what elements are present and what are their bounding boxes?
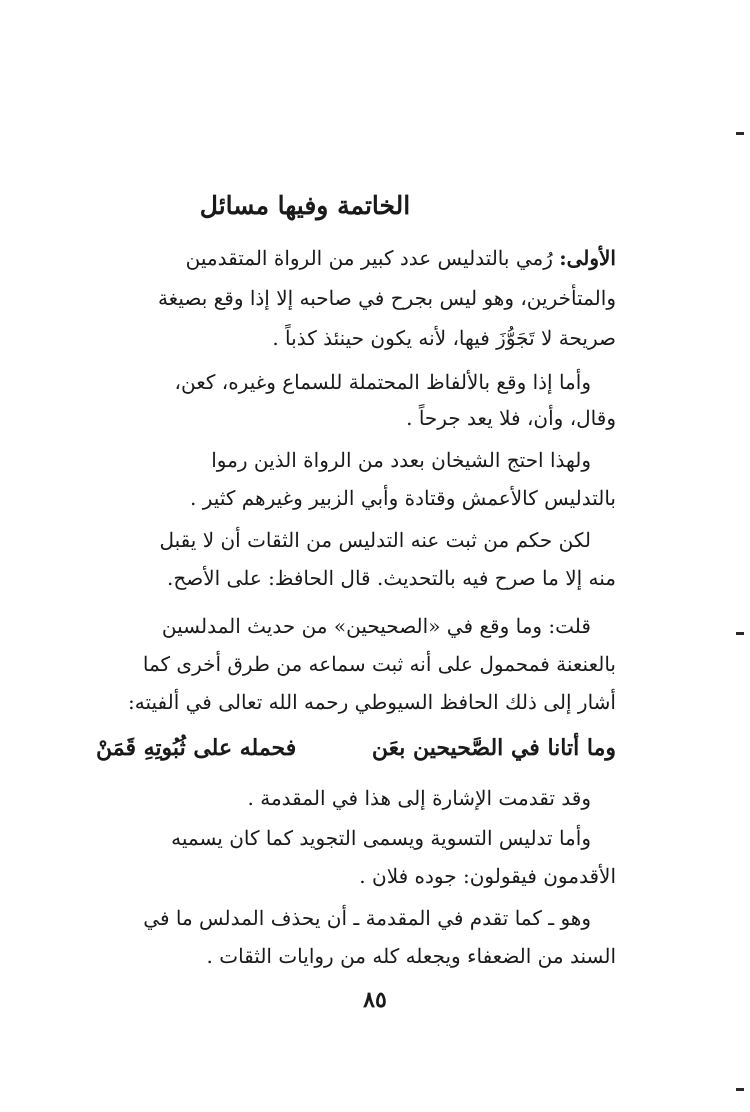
scan-edge-mark	[736, 1088, 744, 1091]
paragraph-1-line-2: والمتأخرين، وهو ليس بجرح في صاحبه إلا إذا وقع بصيغة	[157, 286, 616, 310]
chapter-title: الخاتمة وفيها مسائل	[199, 191, 411, 220]
paragraph-4-line-1: لكن حكم من ثبت عنه التدليس من الثقات أن لا يقبل	[159, 528, 591, 552]
paragraph-1-line-1	[96, 238, 616, 278]
paragraph-5-line-1: قلت: وما وقع في «الصحيحين» من حديث المدلسين	[161, 614, 591, 638]
paragraph-5-line-3: أشار إلى ذلك الحافظ السيوطي رحمه الله تعالى في ألفيته:	[127, 690, 616, 714]
paragraph-7-line-1: وأما تدليس التسوية ويسمى التجويد كما كان يسميه	[171, 826, 591, 850]
paragraph-7-line-2: الأقدمون فيقولون: جوده فلان .	[359, 864, 616, 888]
verse-first-hemistich: وما أتانا في الصَّحيحين بعَن	[371, 735, 616, 761]
verse-second-hemistich: فحمله على ثُبُوتِهِ قَمَنْ	[96, 735, 297, 761]
paragraph-6-line-1: وقد تقدمت الإشارة إلى هذا في المقدمة .	[247, 786, 591, 810]
scan-edge-mark	[736, 132, 744, 135]
text-line: رُمي بالتدليس عدد كبير من الرواة المتقدمين	[185, 246, 553, 270]
paragraph-2-line-2: وقال، وأن، فلا يعد جرحاً .	[406, 406, 616, 430]
paragraph-2-line-1: وأما إذا وقع بالألفاظ المحتملة للسماع وغيره، كعن،	[174, 370, 591, 394]
paragraph-3-line-2: بالتدليس كالأعمش وقتادة وأبي الزبير وغيرهم كثير .	[190, 486, 616, 510]
scan-edge-mark	[736, 632, 744, 635]
paragraph-1-line-3: صريحة لا تَجَوُّزَ فيها، لأنه يكون حينئذ كذباً .	[272, 326, 616, 350]
paragraph-8-line-1: وهو ـ كما تقدم في المقدمة ـ أن يحذف المدلس ما في	[143, 906, 591, 930]
paragraph-8-line-2: السند من الضعفاء ويجعله كله من روايات الثقات .	[206, 944, 616, 968]
paragraph-4-line-2: منه إلا ما صرح فيه بالتحديث. قال الحافظ: على الأصح.	[166, 566, 616, 590]
paragraph-3-line-1: ولهذا احتج الشيخان بعدد من الرواة الذين رموا	[211, 448, 591, 472]
paragraph-5-line-2: بالعنعنة فمحمول على أنه ثبت سماعه من طرق أخرى كما	[142, 652, 616, 676]
paragraph-lead: الأولى:	[559, 246, 616, 270]
page-number: ٨٥	[363, 987, 387, 1013]
